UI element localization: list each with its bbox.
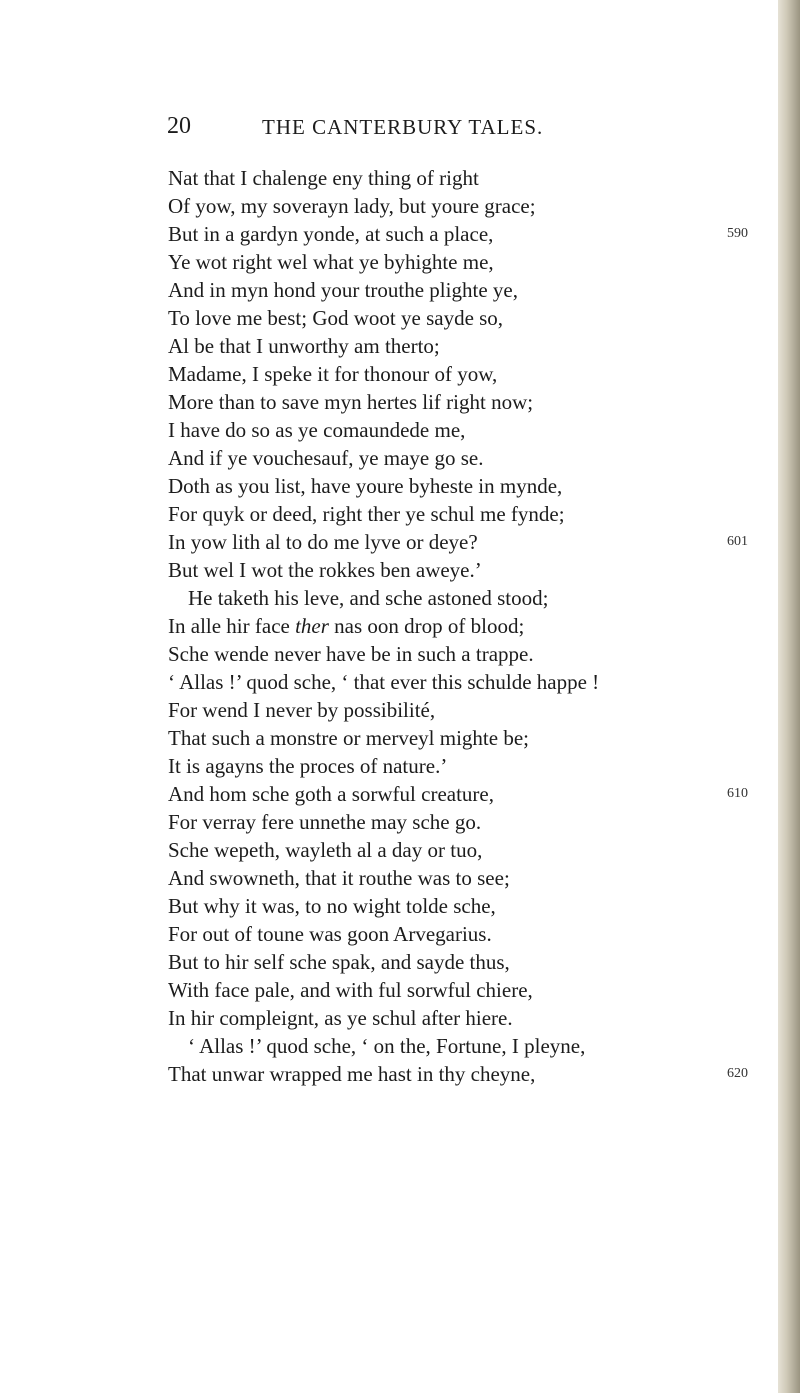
poem-line-main: In hir compleignt, as ye schul after hiere. [168,1006,513,1030]
poem-line [168,444,748,472]
poem-line [168,360,748,388]
page-number: 20 [167,113,191,139]
poem-line-after: nas oon drop of blood; [328,614,525,638]
poem-line-text [168,978,533,1002]
poem-line-main: That such a monstre or merveyl mighte be; [168,726,529,750]
poem-line-main: To love me best; God woot ye sayde so, [168,306,504,330]
poem-line [168,668,748,696]
poem-line-main: ‘ Allas !’ quod sche, ‘ on the, Fortune, I pleyne, [188,1034,586,1058]
poem-line-main: Sche wepeth, wayleth al a day or tuo, [168,838,483,862]
poem-line-text [168,642,534,666]
poem-line [168,276,748,304]
poem-line-main: Ye wot right wel what ye byhighte me, [168,250,494,274]
poem-line [168,724,748,752]
poem-line-main: ‘ Allas !’ quod sche, ‘ that ever this schulde happe ! [168,670,600,694]
page-header [0,111,800,141]
poem-line-text [168,502,565,526]
poem-line [168,640,748,668]
poem-line-text [168,334,440,358]
poem-line-text [168,586,548,610]
page-edge [778,0,800,1393]
poem-line [168,864,748,892]
poem-line-main: And if ye vouchesauf, ye maye go se. [168,446,484,470]
running-title: THE CANTERBURY TALES. [262,115,544,139]
poem-line-main: It is agayns the proces of nature.’ [168,754,448,778]
poem-line [168,416,748,444]
line-number: 620 [727,1066,748,1081]
poem-line-main: But to hir self sche spak, and sayde thus, [168,950,510,974]
poem-line-text [168,474,562,498]
poem-line [168,920,748,948]
poem-line-text [168,754,447,778]
poem-line-text [168,390,533,414]
poem-line-text [168,362,497,386]
poem-line [168,1004,748,1032]
line-number: 610 [727,786,748,801]
poem-line-main: Al be that I unworthy am therto; [168,334,440,358]
poem-text [168,164,748,1088]
poem-line [168,556,748,584]
poem-line [168,248,748,276]
poem-line [168,500,748,528]
line-number: 590 [727,226,748,241]
poem-line-text [168,726,529,750]
poem-line [168,332,748,360]
poem-line-main: For quyk or deed, right ther ye schul me fynde; [168,502,565,526]
poem-line-main: For wend I never by possibilité, [168,698,436,722]
poem-line-text [168,838,482,862]
poem-line [168,948,748,976]
poem-line-main: But wel I wot the rokkes ben aweye.’ [168,558,482,582]
poem-line-text [168,810,481,834]
poem-line [168,192,748,220]
poem-line-italic: ther [295,614,329,638]
poem-line-text [168,894,496,918]
poem-line [168,836,748,864]
poem-line-main: And swowneth, that it routhe was to see; [168,866,510,890]
poem-line [168,584,748,612]
poem-line-main: Nat that I chalenge eny thing of right [168,166,479,190]
poem-line-text [168,278,518,302]
poem-line [168,164,748,192]
poem-line [168,808,748,836]
poem-line [168,388,748,416]
poem-line [168,220,748,248]
poem-line-text [168,194,536,218]
poem-line-text [168,922,492,946]
poem-line-text [168,866,510,890]
poem-line-text [168,418,465,442]
poem-line [168,1060,748,1088]
poem-line-text [168,614,524,638]
poem-line-text [168,950,510,974]
poem-line [168,892,748,920]
poem-line-text [168,306,503,330]
poem-line-text [168,1006,513,1030]
poem-line [168,304,748,332]
poem-line-text [168,222,493,246]
poem-line-main: But why it was, to no wight tolde sche, [168,894,496,918]
poem-line [168,780,748,808]
poem-line [168,1032,748,1060]
poem-line-text [168,670,599,694]
poem-line-text [168,558,482,582]
poem-line-main: In alle hir face [168,614,290,638]
poem-line [168,696,748,724]
poem-line-main: Doth as you list, have youre byheste in mynde, [168,474,563,498]
poem-line-main: That unwar wrapped me hast in thy cheyne, [168,1062,536,1086]
poem-line-text [168,1062,535,1086]
poem-line-main: I have do so as ye comaundede me, [168,418,466,442]
poem-line [168,472,748,500]
poem-line-main: Madame, I speke it for thonour of yow, [168,362,498,386]
poem-line-main: Sche wende never have be in such a trappe. [168,642,534,666]
poem-line-main: But in a gardyn yonde, at such a place, [168,222,494,246]
poem-line-text [168,698,435,722]
poem-line-main: In yow lith al to do me lyve or deye? [168,530,478,554]
poem-line [168,528,748,556]
line-number: 601 [727,534,748,549]
poem-line-main: With face pale, and with ful sorwful chiere, [168,978,533,1002]
poem-line-main: For out of toune was goon Arvegarius. [168,922,492,946]
poem-line [168,612,748,640]
poem-line-main: And hom sche goth a sorwful creature, [168,782,494,806]
poem-line-text [168,530,478,554]
poem-line-text [168,166,479,190]
poem-line [168,752,748,780]
poem-line [168,976,748,1004]
poem-line-main: For verray fere unnethe may sche go. [168,810,482,834]
poem-line-main: Of yow, my soverayn lady, but youre grace; [168,194,536,218]
poem-line-text [168,782,494,806]
poem-line-main: He taketh his leve, and sche astoned stood; [188,586,549,610]
poem-line-text [168,250,494,274]
poem-line-text [168,446,483,470]
poem-line-main: More than to save myn hertes lif right now; [168,390,534,414]
poem-line-text [168,1034,585,1058]
poem-line-main: And in myn hond your trouthe plighte ye, [168,278,518,302]
